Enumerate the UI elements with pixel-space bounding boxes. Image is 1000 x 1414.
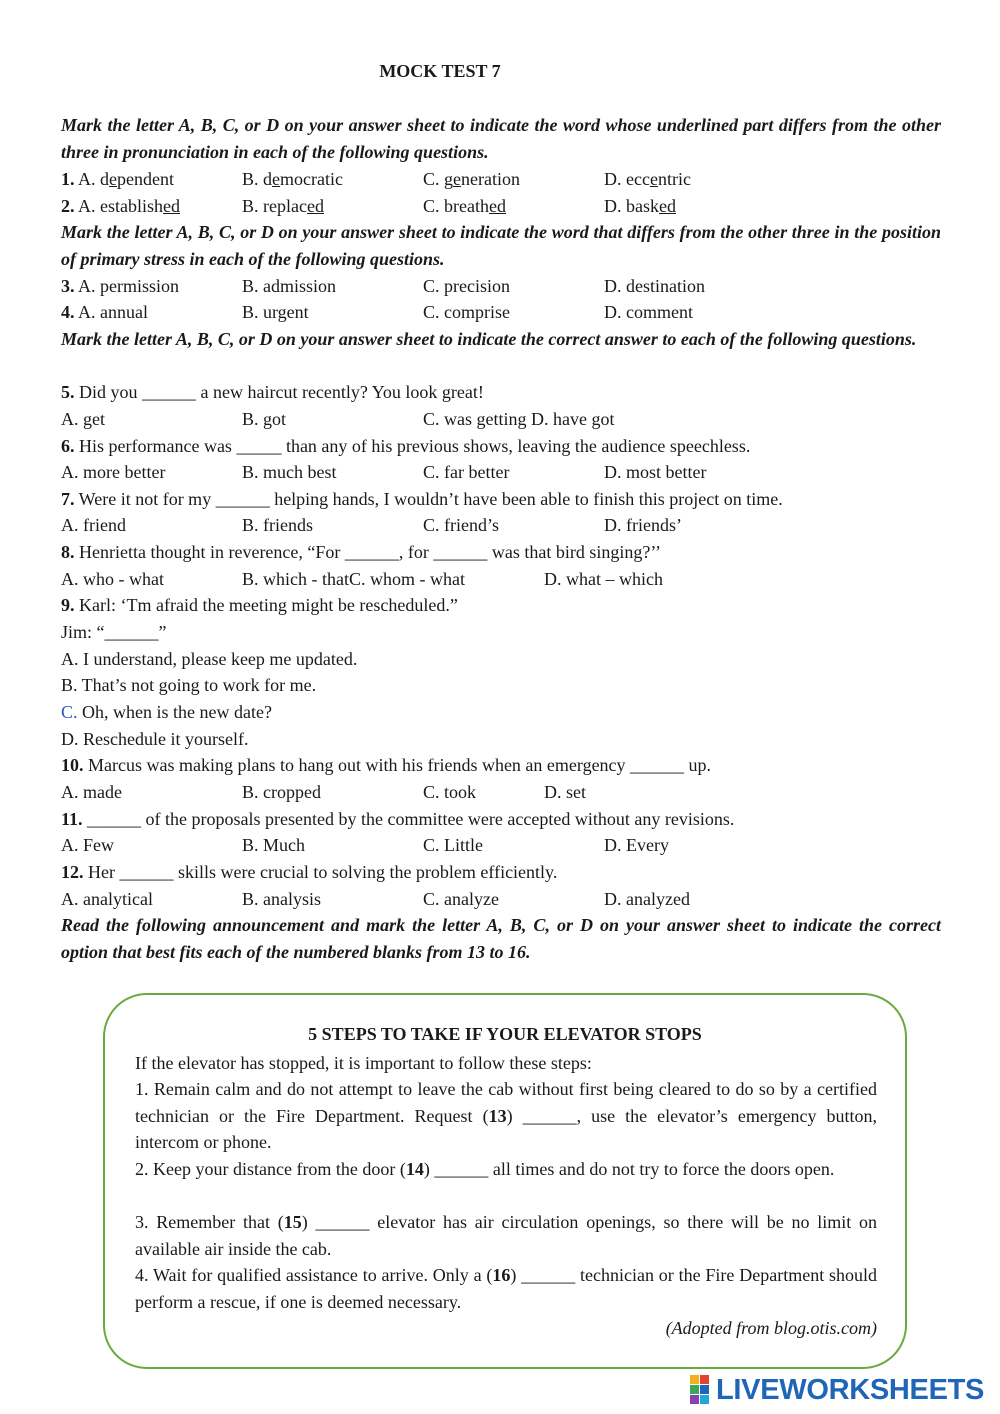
- q5-option-a[interactable]: A. get: [61, 409, 105, 429]
- announcement-step-1: 1. Remain calm and do not attempt to leave the cab without first being cleared to do so by a certified technician or the Fire Department. Request (13) ______, use the elevator’s emergency button, intercom or phone.: [135, 1079, 878, 1153]
- q8-option-a[interactable]: A. who - what: [61, 569, 164, 589]
- announcement-step-3: 3. Remember that (15) ______ elevator has air circulation openings, so there will be no limit on available air inside the cab.: [135, 1212, 877, 1259]
- q11-option-d[interactable]: D. Every: [604, 835, 669, 855]
- blank-13[interactable]: 13: [488, 1105, 507, 1126]
- q11-option-a[interactable]: A. Few: [61, 835, 114, 855]
- liveworksheets-logo-text: LIVEWORKSHEETS: [716, 1373, 985, 1406]
- q3-option-d[interactable]: D. destination: [604, 276, 705, 296]
- q4-option-c[interactable]: C. comprise: [423, 302, 510, 322]
- question-9-stem: 9. Karl: ‘Tm afraid the meeting might be rescheduled.”: [61, 595, 458, 615]
- question-5-stem: 5. Did you ______ a new haircut recently? You look great!: [61, 382, 484, 402]
- q10-option-a[interactable]: A. made: [61, 782, 122, 802]
- q11-option-b[interactable]: B. Much: [242, 835, 305, 855]
- page-title: MOCK TEST 7: [379, 61, 501, 81]
- q12-option-c[interactable]: C. analyze: [423, 889, 499, 909]
- q6-option-b[interactable]: B. much best: [242, 462, 337, 482]
- q4-option-a[interactable]: A. annual: [78, 302, 148, 322]
- q2-option-a[interactable]: A. established: [78, 196, 181, 216]
- q5-option-b[interactable]: B. got: [242, 409, 287, 429]
- q9-option-c[interactable]: C. Oh, when is the new date?: [61, 702, 272, 722]
- q7-option-b[interactable]: B. friends: [242, 515, 313, 535]
- q2-option-c[interactable]: C. breathed: [423, 196, 506, 216]
- liveworksheets-logo: [690, 1373, 984, 1407]
- announcement-step-4: 4. Wait for qualified assistance to arrive. Only a (16) ______ technician or the Fire Department should perform a rescue, if one is deemed necessary.: [135, 1265, 878, 1312]
- question-8-stem: 8. Henrietta thought in reverence, “For ______, for ______ was that bird singing?’’: [61, 542, 662, 562]
- q3-option-c[interactable]: C. precision: [423, 276, 510, 296]
- q6-option-d[interactable]: D. most better: [604, 462, 707, 482]
- q12-option-d[interactable]: D. analyzed: [604, 889, 690, 909]
- q12-option-a[interactable]: A. analytical: [61, 889, 153, 909]
- question-10-stem: 10. Marcus was making plans to hang out with his friends when an emergency ______ up.: [61, 755, 712, 775]
- q10-option-c[interactable]: C. took: [423, 782, 477, 802]
- q9-option-a[interactable]: A. I understand, please keep me updated.: [61, 649, 358, 669]
- q1-option-b[interactable]: B. democratic: [242, 169, 343, 189]
- q11-option-c[interactable]: C. Little: [423, 835, 483, 855]
- blank-16[interactable]: 16: [492, 1265, 511, 1285]
- announcement-credit: (Adopted from blog.otis.com): [665, 1318, 877, 1338]
- q10-option-d[interactable]: D. set: [544, 782, 586, 802]
- q7-option-c[interactable]: C. friend’s: [423, 515, 499, 535]
- q7-option-a[interactable]: A. friend: [61, 515, 126, 535]
- q9-option-d[interactable]: D. Reschedule it yourself.: [61, 729, 249, 749]
- q12-option-b[interactable]: B. analysis: [242, 889, 321, 909]
- question-number: 2.: [61, 196, 75, 216]
- q1-option-d[interactable]: D. eccentric: [604, 169, 691, 189]
- question-7-stem: 7. Were it not for my ______ helping hands, I wouldn’t have been able to finish this project on time.: [61, 489, 783, 509]
- q1-option-c[interactable]: C. generation: [423, 169, 520, 189]
- question-number: 4.: [61, 302, 75, 322]
- q2-option-d[interactable]: D. basked: [604, 196, 676, 216]
- q7-option-d[interactable]: D. friends’: [604, 515, 682, 535]
- question-6-stem: 6. His performance was _____ than any of his previous shows, leaving the audience speechless.: [61, 436, 751, 456]
- q8-option-d[interactable]: D. what – which: [544, 569, 663, 589]
- q5-option-c-d[interactable]: C. was getting D. have got: [423, 409, 615, 429]
- announcement-intro: If the elevator has stopped, it is important to follow these steps:: [135, 1053, 592, 1073]
- announcement-step-2: 2. Keep your distance from the door (14) ______ all times and do not try to force the doors open.: [135, 1159, 835, 1179]
- q3-option-b[interactable]: B. admission: [242, 276, 337, 296]
- q4-option-d[interactable]: D. comment: [604, 302, 693, 322]
- question-11-stem: 11. ______ of the proposals presented by the committee were accepted without any revisions.: [61, 809, 735, 829]
- question-number: 1.: [61, 169, 75, 189]
- q3-option-a[interactable]: A. permission: [78, 276, 180, 296]
- blank-14[interactable]: 14: [405, 1159, 424, 1179]
- q8-option-b-c[interactable]: B. which - thatC. whom - what: [242, 569, 465, 589]
- q9-option-b[interactable]: B. That’s not going to work for me.: [61, 675, 317, 695]
- q2-option-b[interactable]: B. replaced: [242, 196, 324, 216]
- question-9-line2: Jim: “______”: [61, 622, 167, 642]
- q1-option-a[interactable]: A. dependent: [78, 169, 174, 189]
- section1-instruction: Mark the letter A, B, C, or D on your answer sheet to indicate the word whose underlined part differs from the other three in pronunciation in each of the following questions.: [61, 115, 941, 162]
- section4-instruction: Read the following announcement and mark the letter A, B, C, or D on your answer sheet to indicate the correct option that best fits each of the numbered blanks from 13 to 16.: [61, 915, 941, 962]
- section3-instruction: Mark the letter A, B, C, or D on your answer sheet to indicate the correct answer to each of the following questions.: [61, 329, 917, 349]
- q6-option-a[interactable]: A. more better: [61, 462, 166, 482]
- question-number: 3.: [61, 276, 75, 296]
- liveworksheets-logo-icon: [690, 1375, 710, 1405]
- q6-option-c[interactable]: C. far better: [423, 462, 510, 482]
- section2-instruction: Mark the letter A, B, C, or D on your answer sheet to indicate the word that differs from the other three in the position of primary stress in each of the following questions.: [61, 222, 941, 269]
- q4-option-b[interactable]: B. urgent: [242, 302, 309, 322]
- announcement-title: 5 STEPS TO TAKE IF YOUR ELEVATOR STOPS: [308, 1024, 702, 1044]
- q10-option-b[interactable]: B. cropped: [242, 782, 321, 802]
- blank-15[interactable]: 15: [283, 1212, 302, 1232]
- question-12-stem: 12. Her ______ skills were crucial to solving the problem efficiently.: [61, 862, 558, 882]
